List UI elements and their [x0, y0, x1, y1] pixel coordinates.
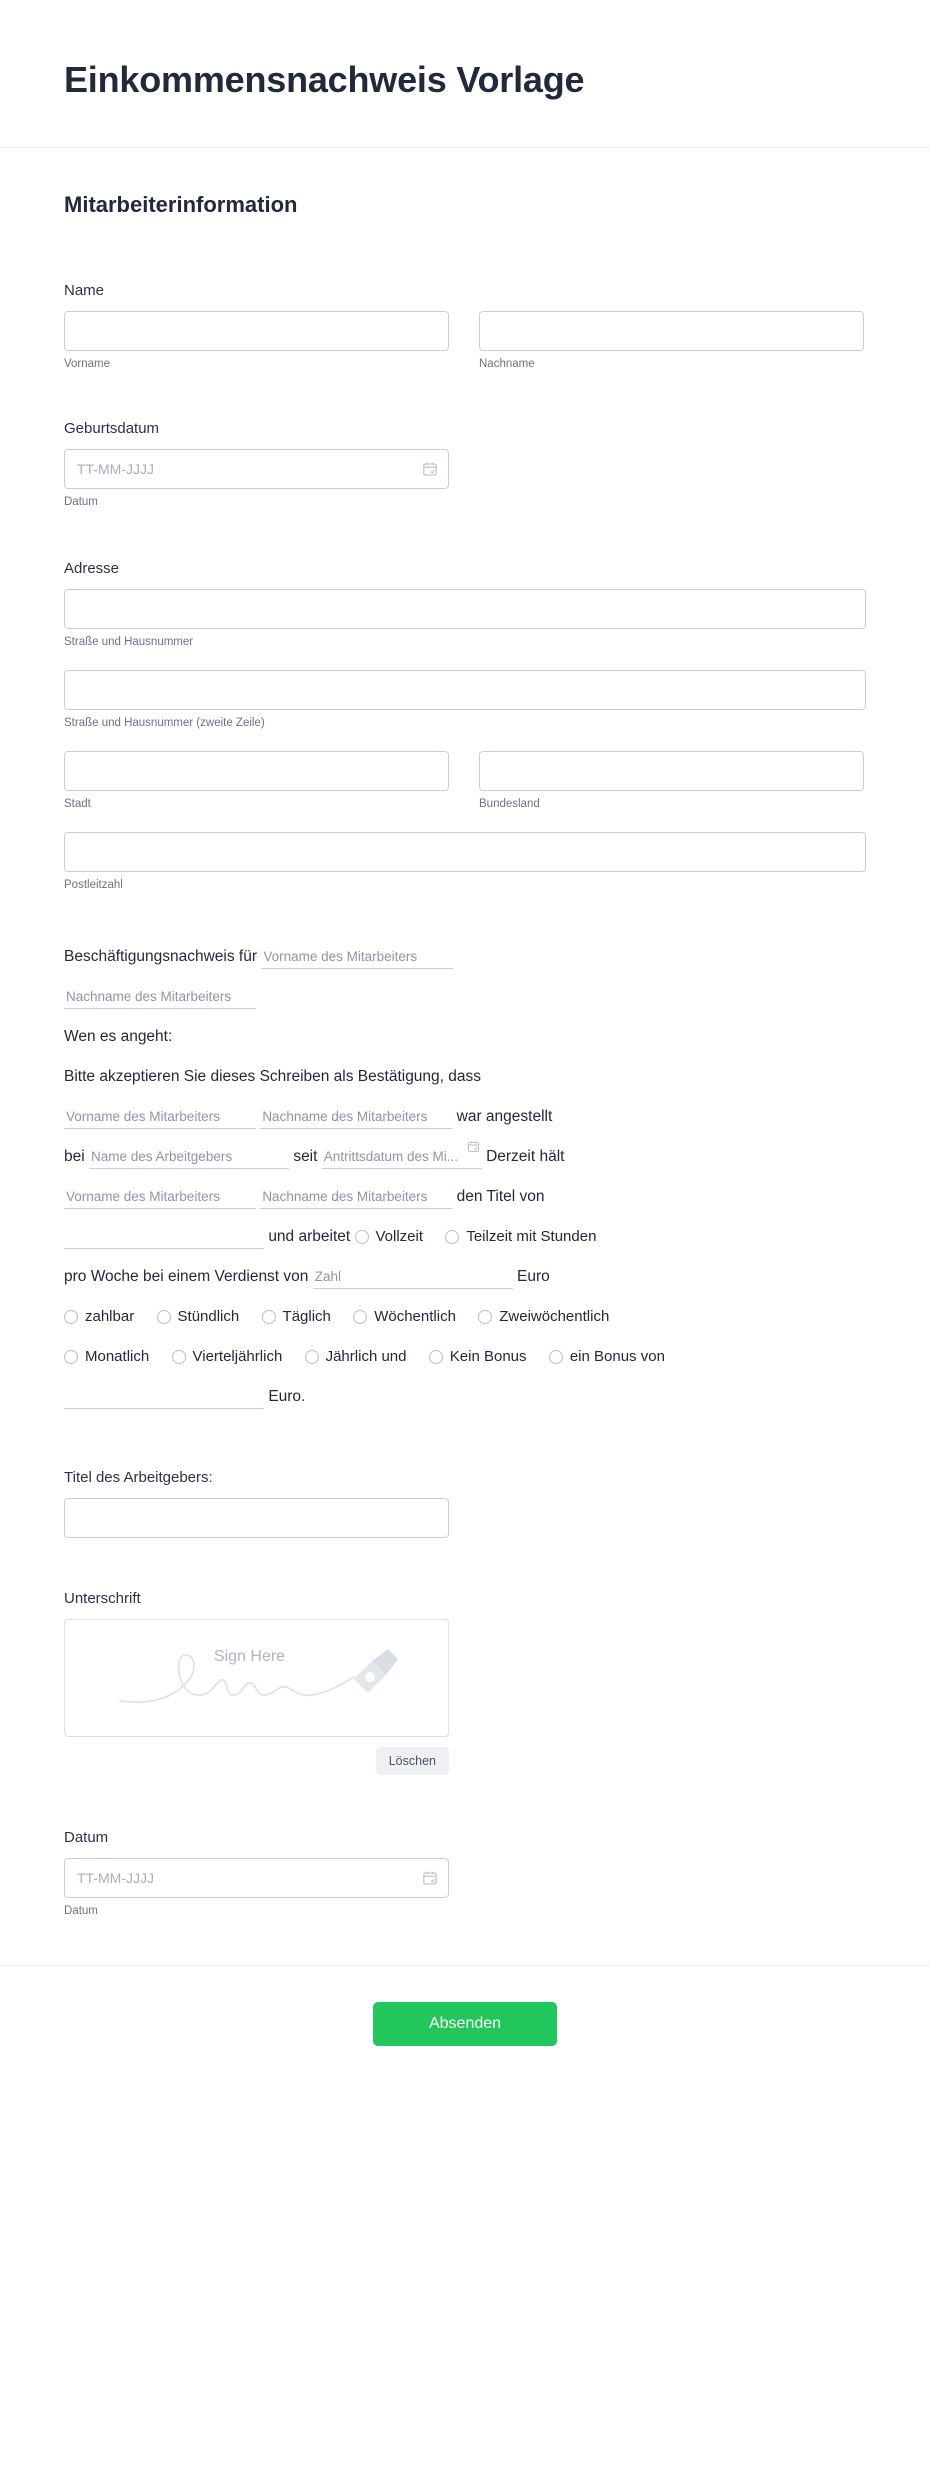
- city-input[interactable]: [64, 751, 449, 791]
- form-header: [0, 0, 930, 148]
- radio-label-quarterly: Vierteljährlich: [192, 1348, 283, 1366]
- statement-line-intro-last: [64, 977, 866, 1017]
- statement-line-frequency-2: [64, 1337, 866, 1377]
- radio-option-biweekly[interactable]: [478, 1297, 609, 1337]
- bonus-amount-input[interactable]: [64, 1387, 264, 1409]
- text-and-works: und arbeitet: [268, 1228, 351, 1246]
- birthdate-input[interactable]: [64, 449, 449, 489]
- signature-pad[interactable]: [64, 1619, 449, 1737]
- radio-circle-icon: [305, 1350, 319, 1364]
- text-proof-of-employment: Beschäftigungsnachweis für: [64, 948, 258, 966]
- field-group-signature: [64, 1590, 866, 1775]
- radio-circle-icon: [64, 1310, 78, 1324]
- radio-circle-icon: [157, 1310, 171, 1324]
- birthdate-wrap: [64, 449, 449, 489]
- first-name-col: [64, 311, 449, 370]
- zip-input[interactable]: [64, 832, 866, 872]
- statement-first-name-input[interactable]: [261, 947, 453, 969]
- current-first-name-input[interactable]: [64, 1187, 256, 1209]
- statement-line-worktype: [64, 1217, 866, 1257]
- radio-option-fulltime[interactable]: [355, 1217, 424, 1257]
- radio-label-fulltime: Vollzeit: [375, 1228, 424, 1246]
- statement-line-employed: [64, 1097, 866, 1137]
- radio-label-daily: Täglich: [282, 1308, 331, 1326]
- statement-line-to-whom: [64, 1017, 866, 1057]
- sublabel-street: Straße und Hausnummer: [64, 636, 194, 649]
- first-name-input[interactable]: [64, 311, 449, 351]
- radio-option-no-bonus[interactable]: [429, 1337, 527, 1377]
- radio-circle-icon: [172, 1350, 186, 1364]
- statement-last-name-input[interactable]: [64, 987, 256, 1009]
- state-col: [479, 751, 864, 810]
- radio-label-a-bonus-of: ein Bonus von: [569, 1348, 665, 1366]
- signature-placeholder-art: [65, 1620, 448, 1736]
- sublabel-date: Datum: [64, 1905, 98, 1918]
- employment-statement: [64, 937, 866, 1417]
- label-name: Name: [64, 282, 105, 300]
- last-name-col: [479, 311, 864, 370]
- radio-label-monthly: Monatlich: [85, 1348, 150, 1366]
- radio-circle-icon: [262, 1310, 276, 1324]
- sublabel-state: Bundesland: [479, 798, 540, 811]
- text-euro-period: Euro.: [268, 1388, 306, 1406]
- text-at: bei: [64, 1148, 85, 1166]
- earnings-amount-input[interactable]: [313, 1267, 513, 1289]
- start-date-wrap: [322, 1137, 482, 1177]
- signature-clear-wrap: [64, 1747, 449, 1775]
- city-state-row: [64, 751, 866, 810]
- radio-option-monthly[interactable]: [64, 1337, 149, 1377]
- date-input[interactable]: [64, 1858, 449, 1898]
- name-row: [64, 311, 866, 370]
- label-address: Adresse: [64, 560, 120, 578]
- field-group-employer-title: [64, 1469, 866, 1538]
- text-currently-holds: Derzeit hält: [486, 1148, 565, 1166]
- label-signature: Unterschrift: [64, 1590, 141, 1608]
- submit-button[interactable]: Absenden: [373, 2002, 557, 2046]
- radio-circle-icon: [445, 1230, 459, 1244]
- street2-col: [64, 670, 866, 729]
- radio-label-weekly: Wöchentlich: [374, 1308, 456, 1326]
- text-euro: Euro: [517, 1268, 550, 1286]
- label-birthdate: Geburtsdatum: [64, 420, 160, 438]
- section-heading-employee-information: Mitarbeiterinformation: [64, 192, 298, 218]
- statement-line-intro: [64, 937, 866, 977]
- last-name-input[interactable]: [479, 311, 864, 351]
- form-footer: [0, 1965, 930, 2094]
- radio-label-parttime: Teilzeit mit Stunden: [466, 1228, 597, 1246]
- text-please-accept: Bitte akzeptieren Sie dieses Schreiben als Bestätigung, dass: [64, 1068, 482, 1086]
- radio-label-hourly: Stündlich: [177, 1308, 240, 1326]
- radio-circle-icon: [478, 1310, 492, 1324]
- text-was-employed: war angestellt: [456, 1108, 553, 1126]
- radio-option-a-bonus-of[interactable]: [549, 1337, 665, 1377]
- radio-label-yearly: Jährlich und: [325, 1348, 407, 1366]
- sublabel-first-name: Vorname: [64, 358, 111, 371]
- statement-line-title: [64, 1177, 866, 1217]
- sublabel-street2: Straße und Hausnummer (zweite Zeile): [64, 717, 265, 730]
- text-to-whom-it-may-concern: Wen es angeht:: [64, 1028, 173, 1046]
- radio-label-payable: zahlbar: [85, 1308, 135, 1326]
- sublabel-zip: Postleitzahl: [64, 879, 123, 892]
- city-col: [64, 751, 449, 810]
- radio-label-biweekly: Zweiwöchentlich: [499, 1308, 610, 1326]
- signature-placeholder-text: Sign Here: [213, 1648, 286, 1666]
- radio-circle-icon: [429, 1350, 443, 1364]
- street-col: [64, 589, 866, 648]
- start-date-input[interactable]: [322, 1147, 482, 1169]
- radio-option-quarterly[interactable]: [172, 1337, 283, 1377]
- date-wrap: [64, 1858, 449, 1898]
- radio-option-hourly[interactable]: [157, 1297, 240, 1337]
- radio-option-weekly[interactable]: [353, 1297, 456, 1337]
- sublabel-last-name: Nachname: [479, 358, 535, 371]
- statement-line-please-accept: [64, 1057, 866, 1097]
- radio-option-parttime[interactable]: [445, 1217, 596, 1257]
- state-input[interactable]: [479, 751, 864, 791]
- radio-option-payable[interactable]: [64, 1297, 134, 1337]
- field-group-name: [64, 282, 866, 370]
- sublabel-city: Stadt: [64, 798, 91, 811]
- employee-last-name-input[interactable]: [260, 1107, 452, 1129]
- text-since: seit: [293, 1148, 318, 1166]
- field-group-address: [64, 560, 866, 891]
- label-date: Datum: [64, 1829, 109, 1847]
- radio-circle-icon: [64, 1350, 78, 1364]
- job-title-input[interactable]: [64, 1227, 264, 1249]
- statement-line-earning: [64, 1257, 866, 1297]
- text-title-of: den Titel von: [456, 1188, 545, 1206]
- employer-name-input[interactable]: [89, 1147, 289, 1169]
- statement-line-bonus-amount: [64, 1377, 866, 1417]
- current-last-name-input[interactable]: [260, 1187, 452, 1209]
- radio-option-daily[interactable]: [262, 1297, 331, 1337]
- sublabel-birthdate: Datum: [64, 496, 98, 509]
- employer-title-input[interactable]: [64, 1498, 449, 1538]
- field-group-date: [64, 1829, 866, 1917]
- radio-option-yearly[interactable]: [305, 1337, 407, 1377]
- radio-circle-icon: [353, 1310, 367, 1324]
- field-group-birthdate: [64, 420, 866, 508]
- employee-first-name-input[interactable]: [64, 1107, 256, 1129]
- radio-circle-icon: [549, 1350, 563, 1364]
- label-employer-title: Titel des Arbeitgebers:: [64, 1469, 213, 1487]
- form-body: [0, 148, 930, 1917]
- street-input[interactable]: [64, 589, 866, 629]
- statement-line-frequency-1: [64, 1297, 866, 1337]
- zip-col: [64, 832, 866, 891]
- text-per-week-earning: pro Woche bei einem Verdienst von: [64, 1268, 309, 1286]
- signature-clear-button[interactable]: Löschen: [376, 1747, 449, 1775]
- radio-circle-icon: [355, 1230, 369, 1244]
- street2-input[interactable]: [64, 670, 866, 710]
- radio-label-no-bonus: Kein Bonus: [449, 1348, 527, 1366]
- page-title: Einkommensnachweis Vorlage: [64, 59, 585, 100]
- statement-line-employer: [64, 1137, 866, 1177]
